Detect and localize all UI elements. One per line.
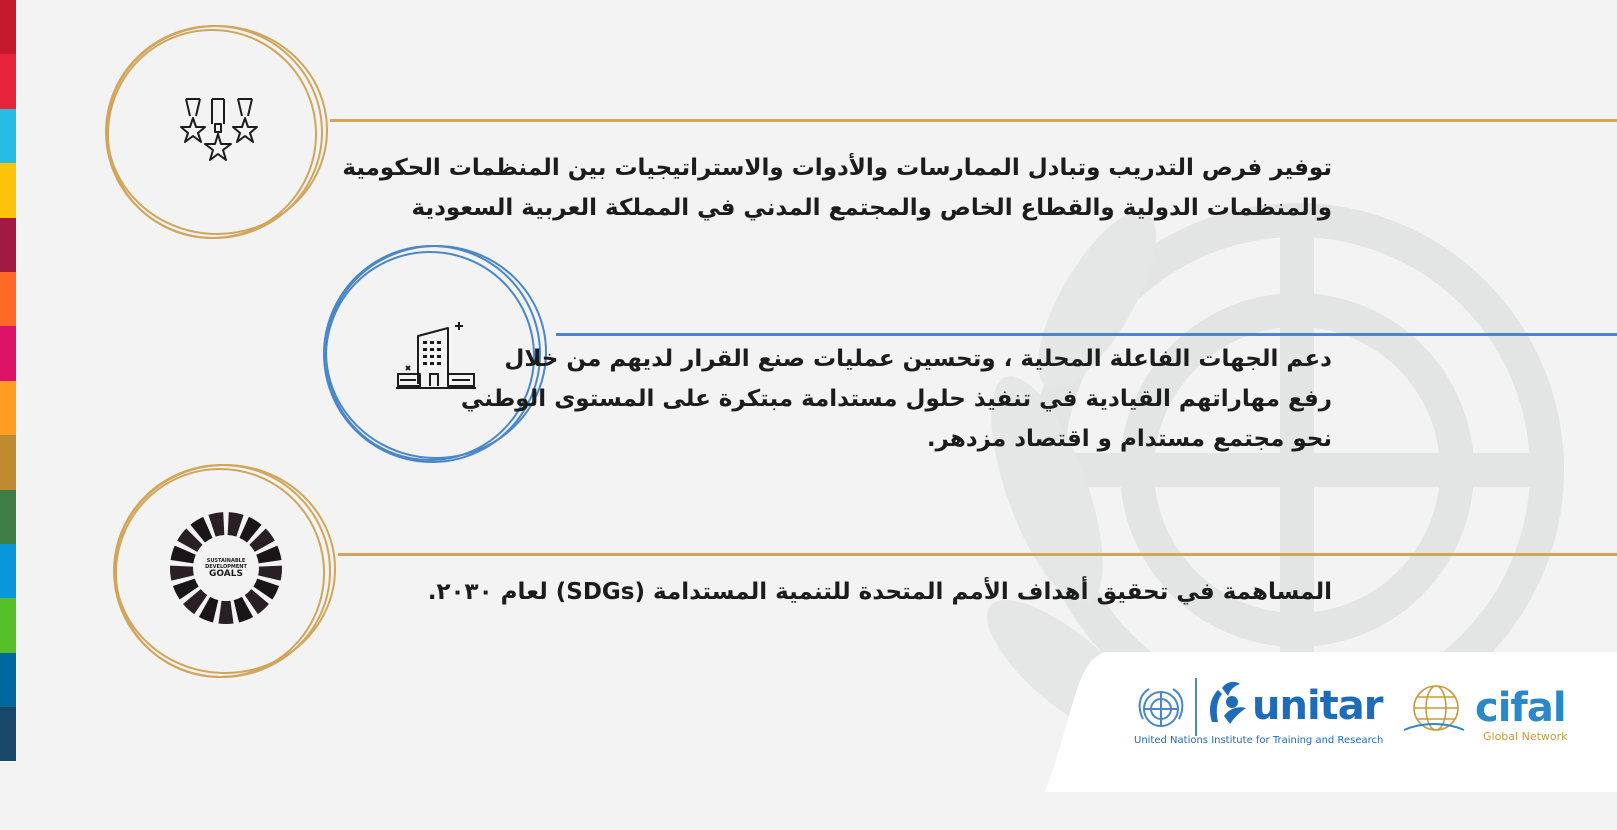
row2-line2: رفع مهاراتهم القيادية في تنفيذ حلول مستدامة مبتكرة على المستوى الوطني xyxy=(460,386,1332,412)
un-logo-icon xyxy=(1135,683,1187,735)
row2-text xyxy=(461,339,1332,459)
sdg-color-stripe xyxy=(0,0,16,761)
row2-line3: نحو مجتمع مستدام و اقتصاد مزدهر. xyxy=(926,426,1332,452)
row1-line2: والمنظمات الدولية والقطاع الخاص والمجتمع المدني في المملكة العربية السعودية xyxy=(411,195,1332,221)
sdg-wheel-segment xyxy=(170,566,194,581)
cifal-globe-icon xyxy=(1402,680,1466,740)
sdg-wheel-segment xyxy=(228,512,244,537)
cifal-wordmark: cifal xyxy=(1475,685,1566,731)
sdg-wheel-icon xyxy=(168,510,284,626)
sdg-badge-text: GOALS xyxy=(209,569,243,579)
row2-line1: دعم الجهات الفاعلة المحلية ، وتحسين عمليات صنع القرار لديهم من خلال xyxy=(504,346,1332,372)
sdg-wheel-segment xyxy=(218,601,233,624)
row2-line xyxy=(556,333,1617,336)
row1-text xyxy=(342,148,1332,228)
unitar-emblem-icon xyxy=(1204,676,1250,730)
row3-line xyxy=(338,553,1617,556)
sdg-wheel-segment xyxy=(258,566,282,581)
logo-divider xyxy=(1195,678,1197,736)
medals-stars-icon xyxy=(178,96,270,172)
sdg-badge-text: SUSTAINABLE xyxy=(206,558,246,564)
row3-text xyxy=(428,572,1332,612)
cifal-subtitle: Global Network xyxy=(1483,730,1568,743)
sdg-badge-text: DEVELOPMENT xyxy=(205,564,247,570)
sdg-wheel-segment xyxy=(208,512,224,537)
unitar-subtitle: United Nations Institute for Training and Research xyxy=(1134,735,1384,746)
row1-line1: توفير فرص التدريب وتبادل الممارسات والأدوات والاستراتيجيات بين المنظمات الحكومية xyxy=(342,155,1332,181)
row1-line xyxy=(330,119,1617,122)
unitar-wordmark: unitar xyxy=(1252,683,1383,729)
row3-line1: المساهمة في تحقيق أهداف الأمم المتحدة للتنمية المستدامة (SDGs) لعام ٢٠٣٠. xyxy=(427,579,1332,605)
